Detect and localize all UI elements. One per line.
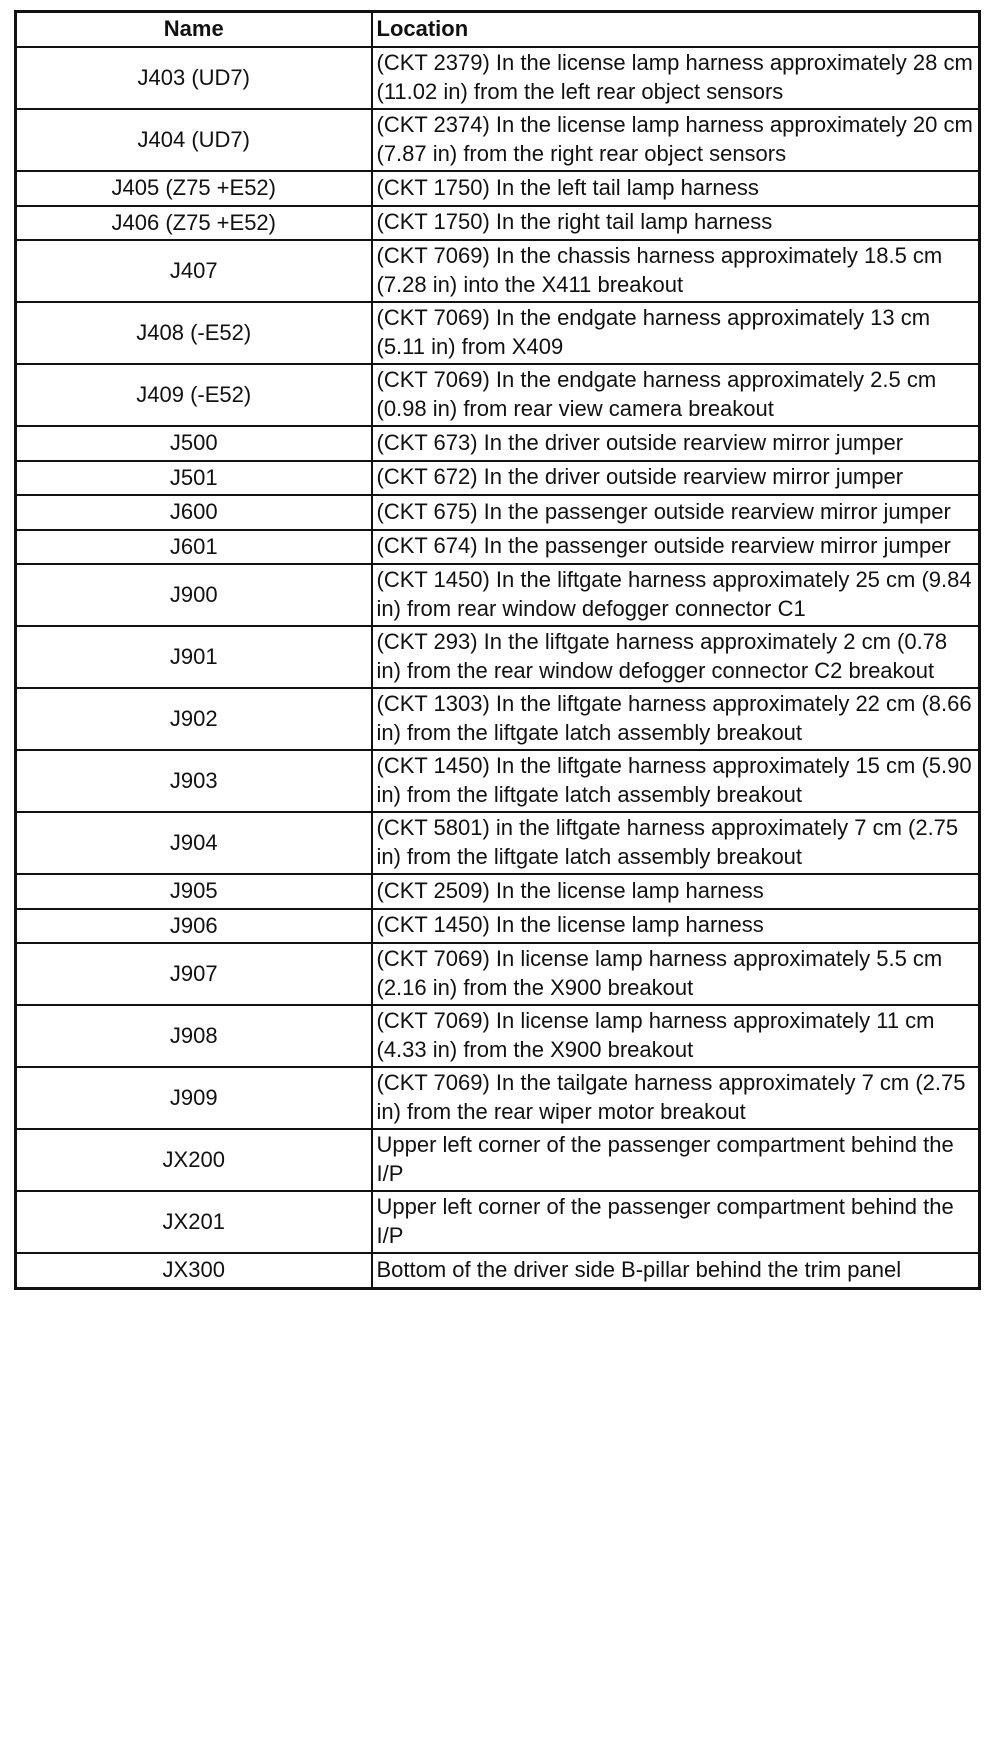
cell-location: (CKT 1303) In the liftgate harness approximately 22 cm (8.66 in) from the liftgate latch assembly breakout [372, 688, 980, 750]
cell-location: Bottom of the driver side B-pillar behind the trim panel [372, 1253, 980, 1288]
cell-name: J900 [16, 564, 372, 626]
table-row [16, 206, 980, 241]
cell-name: J406 (Z75 +E52) [16, 206, 372, 241]
table-row [16, 688, 980, 750]
table-row [16, 530, 980, 565]
table-row [16, 564, 980, 626]
cell-name: JX300 [16, 1253, 372, 1288]
table-row [16, 461, 980, 496]
table-row [16, 1129, 980, 1191]
cell-name: J909 [16, 1067, 372, 1129]
cell-location: (CKT 7069) In license lamp harness approximately 5.5 cm (2.16 in) from the X900 breakout [372, 943, 980, 1005]
table-row [16, 302, 980, 364]
cell-location: (CKT 2379) In the license lamp harness approximately 28 cm (11.02 in) from the left rear object sensors [372, 47, 980, 109]
table-row [16, 1253, 980, 1288]
cell-location: (CKT 7069) In the endgate harness approximately 13 cm (5.11 in) from X409 [372, 302, 980, 364]
cell-location: (CKT 7069) In license lamp harness approximately 11 cm (4.33 in) from the X900 breakout [372, 1005, 980, 1067]
table-row [16, 109, 980, 171]
cell-location: (CKT 673) In the driver outside rearview mirror jumper [372, 426, 980, 461]
table-row [16, 626, 980, 688]
cell-name: J902 [16, 688, 372, 750]
cell-location: (CKT 7069) In the endgate harness approximately 2.5 cm (0.98 in) from rear view camera breakout [372, 364, 980, 426]
cell-location: (CKT 672) In the driver outside rearview mirror jumper [372, 461, 980, 496]
table-row [16, 1191, 980, 1253]
cell-name: J409 (-E52) [16, 364, 372, 426]
document-page [14, 10, 978, 1290]
table-row [16, 495, 980, 530]
cell-location: (CKT 293) In the liftgate harness approximately 2 cm (0.78 in) from the rear window defogger connector C2 breakout [372, 626, 980, 688]
column-header-name: Name [16, 12, 372, 48]
cell-location: (CKT 2374) In the license lamp harness approximately 20 cm (7.87 in) from the right rear object sensors [372, 109, 980, 171]
cell-name: J907 [16, 943, 372, 1005]
cell-name: J601 [16, 530, 372, 565]
cell-location: (CKT 1450) In the liftgate harness approximately 25 cm (9.84 in) from rear window defogger connector C1 [372, 564, 980, 626]
cell-name: J403 (UD7) [16, 47, 372, 109]
table-row [16, 909, 980, 944]
cell-location: Upper left corner of the passenger compartment behind the I/P [372, 1191, 980, 1253]
cell-name: J901 [16, 626, 372, 688]
cell-location: (CKT 5801) in the liftgate harness approximately 7 cm (2.75 in) from the liftgate latch assembly breakout [372, 812, 980, 874]
table-row [16, 943, 980, 1005]
cell-name: J404 (UD7) [16, 109, 372, 171]
cell-name: J405 (Z75 +E52) [16, 171, 372, 206]
cell-location: (CKT 1450) In the license lamp harness [372, 909, 980, 944]
cell-location: (CKT 7069) In the tailgate harness approximately 7 cm (2.75 in) from the rear wiper motor breakout [372, 1067, 980, 1129]
cell-name: J904 [16, 812, 372, 874]
table-row [16, 240, 980, 302]
table-row [16, 364, 980, 426]
column-header-location: Location [372, 12, 980, 48]
cell-name: J600 [16, 495, 372, 530]
cell-location: (CKT 1750) In the left tail lamp harness [372, 171, 980, 206]
splice-location-table [14, 10, 981, 1290]
cell-location: (CKT 675) In the passenger outside rearview mirror jumper [372, 495, 980, 530]
cell-name: J408 (-E52) [16, 302, 372, 364]
cell-location: (CKT 1750) In the right tail lamp harness [372, 206, 980, 241]
cell-name: J908 [16, 1005, 372, 1067]
cell-location: (CKT 2509) In the license lamp harness [372, 874, 980, 909]
cell-location: (CKT 7069) In the chassis harness approximately 18.5 cm (7.28 in) into the X411 breakout [372, 240, 980, 302]
cell-name: J905 [16, 874, 372, 909]
cell-location: (CKT 1450) In the liftgate harness approximately 15 cm (5.90 in) from the liftgate latch assembly breakout [372, 750, 980, 812]
table-row [16, 750, 980, 812]
cell-location: Upper left corner of the passenger compartment behind the I/P [372, 1129, 980, 1191]
cell-name: J906 [16, 909, 372, 944]
table-row [16, 812, 980, 874]
table-row [16, 426, 980, 461]
cell-name: J501 [16, 461, 372, 496]
table-row [16, 47, 980, 109]
table-row [16, 171, 980, 206]
table-header-row [16, 12, 980, 48]
table-body [16, 47, 980, 1288]
cell-name: JX200 [16, 1129, 372, 1191]
table-row [16, 1067, 980, 1129]
cell-name: J903 [16, 750, 372, 812]
cell-name: JX201 [16, 1191, 372, 1253]
table-row [16, 874, 980, 909]
cell-name: J407 [16, 240, 372, 302]
table-row [16, 1005, 980, 1067]
cell-location: (CKT 674) In the passenger outside rearview mirror jumper [372, 530, 980, 565]
cell-name: J500 [16, 426, 372, 461]
